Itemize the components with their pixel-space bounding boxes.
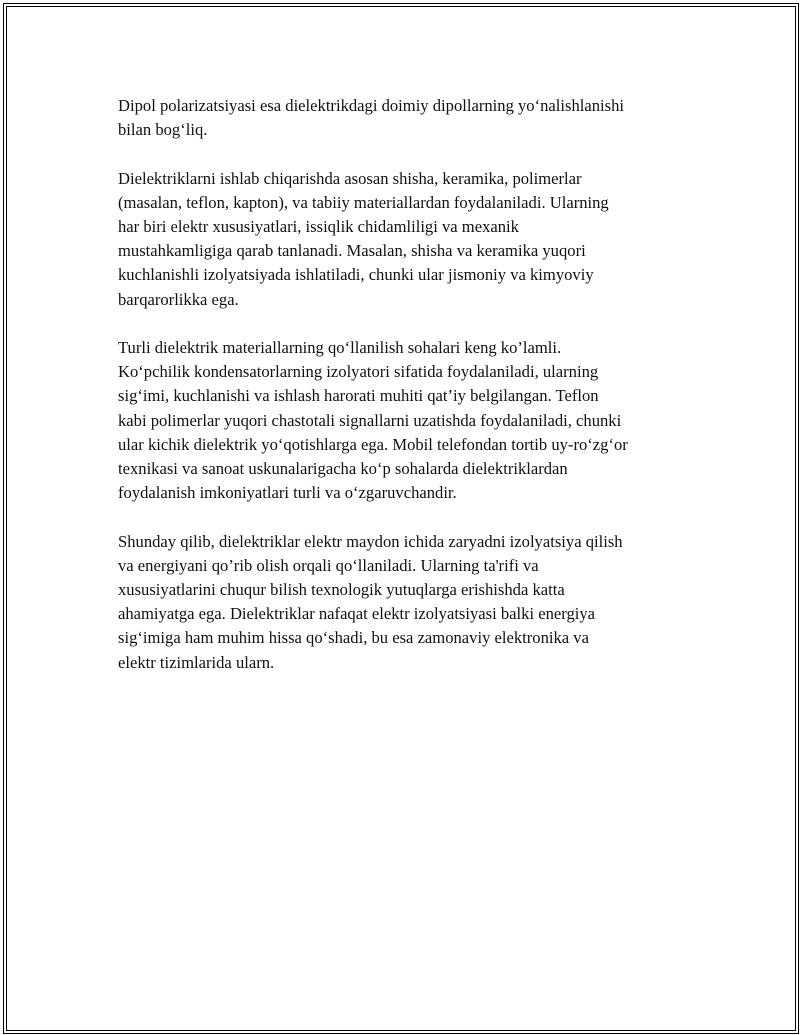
paragraph-1: Dipol polarizatsiyasi esa dielektrikdagi doimiy dipollarning yo‘nalishlanishi bilan bog‘liq.	[118, 96, 625, 140]
paragraph-4: Shunday qilib, dielektriklar elektr maydon ichida zaryadni izolyatsiya qilish va energiyani qo’rib olish orqali qo‘llaniladi. Ularning ta'rifi va xususiyatlarini chuqur bilish texnologik yutuqlarga erishishda katta ahamiyatga ega. Dielektriklar nafaqat elektr izolyatsiyasi balki energiya sig‘imiga ham muhim hissa qo‘shadi, bu esa zamonaviy elektronika va elektr tizimlarida ularn.	[118, 531, 623, 672]
document-body	[118, 94, 690, 699]
paragraph-3: Turli dielektrik materiallarning qo‘llanilish sohalari keng ko’lamli. Ko‘pchilik kondensatorlarning izolyatori sifatida foydalaniladi, ularning sig‘imi, kuchlanishi va ishlash harorati muhiti qat’iy belgilangan. Teflon kabi polimerlar yuqori chastotali signallarni uzatishda foydalaniladi, chunki ular kichik dielektrik yo‘qotishlarga ega. Mobil telefondan tortib uy-ro‘zg‘or texnikasi va sanoat uskunalarigacha ko‘p sohalarda dielektriklardan foydalanish imkoniyatlari turli va o‘zgaruvchandir.	[118, 338, 628, 503]
paragraph-2: Dielektriklarni ishlab chiqarishda asosan shisha, keramika, polimerlar (masalan, teflon, kapton), va tabiiy materiallardan foydalaniladi. Ularning har biri elektr xususiyatlari, issiqlik chidamliligi va mexanik mustahkamligiga qarab tanlanadi. Masalan, shisha va keramika yuqori kuchlanishli izolyatsiyada ishlatiladi, chunki ular jismoniy va kimyoviy barqarorlikka ega.	[118, 168, 609, 309]
